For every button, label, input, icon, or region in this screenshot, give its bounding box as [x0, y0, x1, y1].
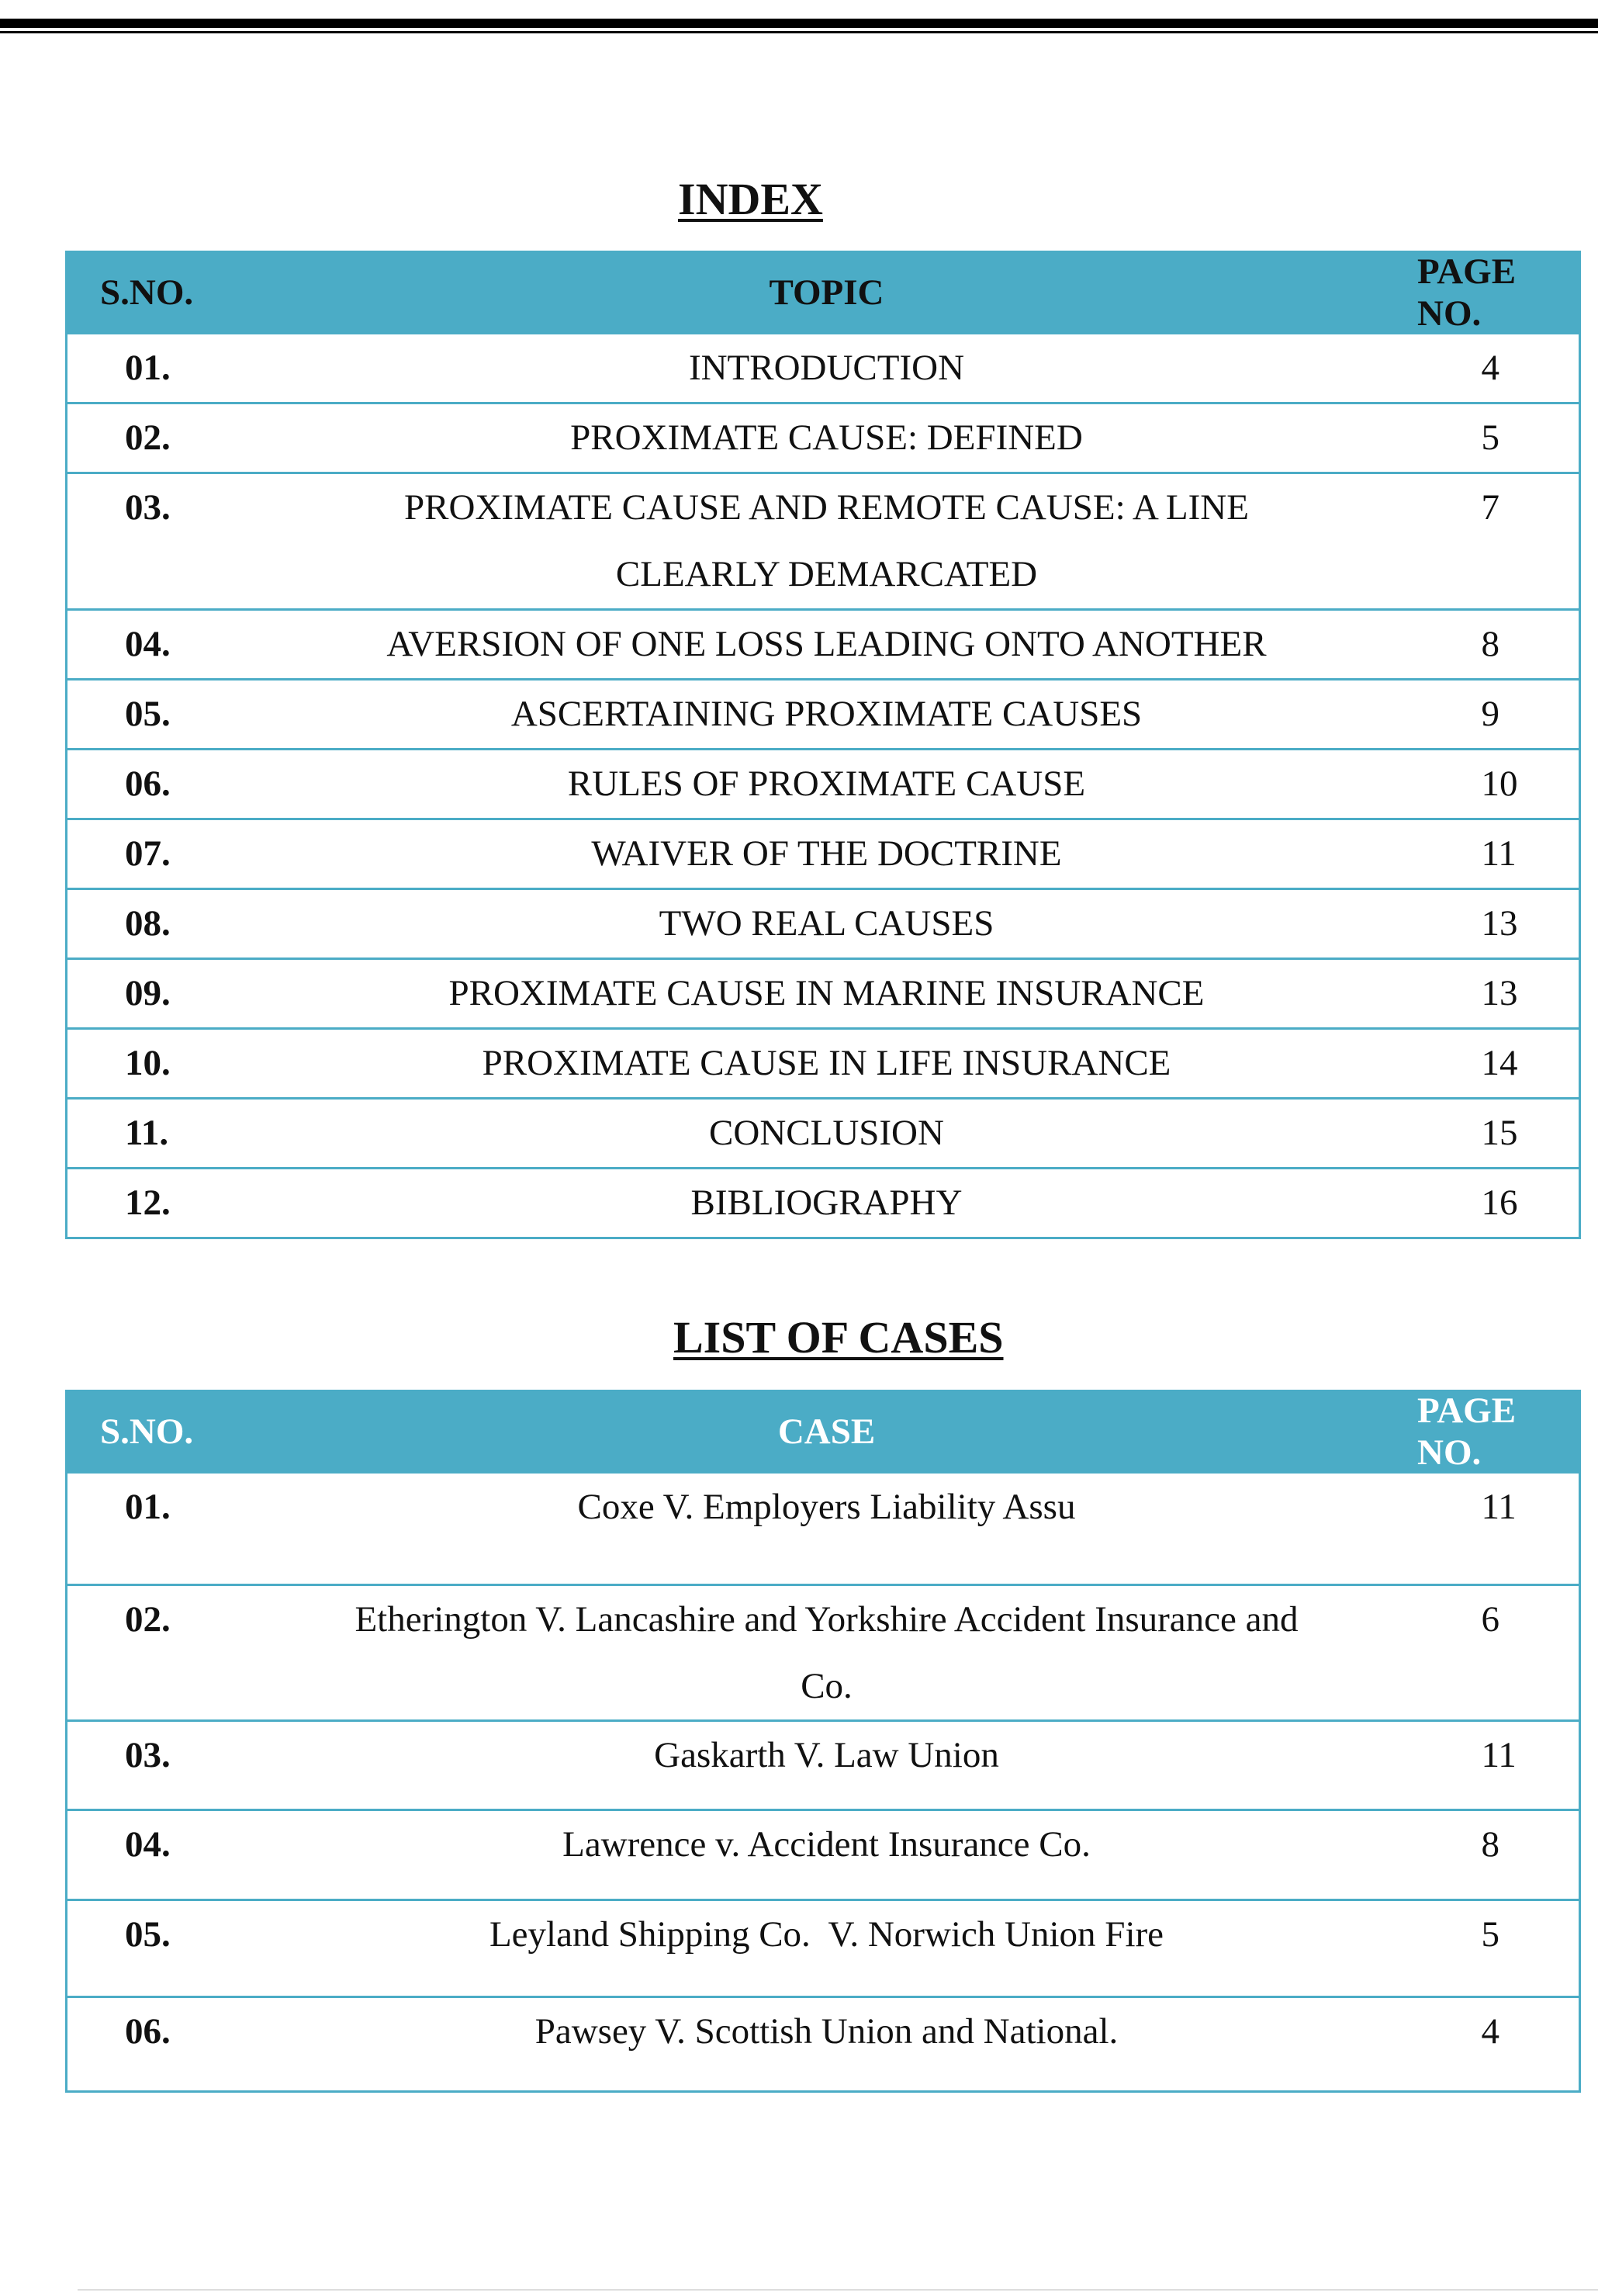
cases-heading: LIST OF CASES [673, 1312, 1004, 1363]
row-case: Pawsey V. Scottish Union and National. [237, 1997, 1416, 2092]
row-page: 13 [1416, 889, 1580, 959]
row-sno: 11. [67, 1099, 237, 1169]
table-row [67, 334, 1580, 403]
table-row [67, 959, 1580, 1029]
row-page: 16 [1416, 1169, 1580, 1238]
cases-col-sno: S.NO. [67, 1390, 237, 1474]
table-row [67, 1721, 1580, 1810]
table-row [67, 1997, 1580, 2092]
row-sno: 04. [67, 1810, 237, 1900]
row-sno: 05. [67, 680, 237, 750]
table-row [67, 889, 1580, 959]
row-page: 7 [1416, 473, 1580, 610]
row-topic: AVERSION OF ONE LOSS LEADING ONTO ANOTHER [237, 610, 1416, 680]
row-topic-line1: PROXIMATE CAUSE AND REMOTE CAUSE: A LINE [404, 487, 1249, 528]
row-sno: 07. [67, 819, 237, 889]
row-topic: INTRODUCTION [237, 334, 1416, 403]
row-sno: 01. [67, 1474, 237, 1585]
row-page: 9 [1416, 680, 1580, 750]
table-row [67, 1585, 1580, 1721]
table-row [67, 750, 1580, 819]
table-row [67, 1474, 1580, 1585]
row-topic-line2: CLEARLY DEMARCATED [615, 554, 1038, 594]
row-page: 11 [1416, 819, 1580, 889]
row-sno: 02. [67, 1585, 237, 1721]
row-sno: 04. [67, 610, 237, 680]
row-page: 4 [1416, 1997, 1580, 2092]
row-page: 11 [1416, 1474, 1580, 1585]
table-row [67, 1169, 1580, 1238]
table-row [67, 1810, 1580, 1900]
row-case: Gaskarth V. Law Union [237, 1721, 1416, 1810]
row-page: 5 [1416, 1900, 1580, 1997]
row-case: Leyland Shipping Co. V. Norwich Union Fire [237, 1900, 1416, 1997]
table-row [67, 680, 1580, 750]
index-heading: INDEX [678, 174, 823, 224]
table-row [67, 473, 1580, 610]
row-sno: 02. [67, 403, 237, 473]
row-topic: PROXIMATE CAUSE IN MARINE INSURANCE [237, 959, 1416, 1029]
row-sno: 03. [67, 473, 237, 610]
row-sno: 03. [67, 1721, 237, 1810]
table-row [67, 1099, 1580, 1169]
table-row [67, 1900, 1580, 1997]
cases-header-row [67, 1390, 1580, 1474]
row-sno: 08. [67, 889, 237, 959]
top-border-thick [0, 19, 1598, 28]
table-row [67, 403, 1580, 473]
table-row [67, 819, 1580, 889]
row-topic: BIBLIOGRAPHY [237, 1169, 1416, 1238]
row-sno: 01. [67, 334, 237, 403]
cases-col-page: PAGE NO. [1416, 1390, 1580, 1474]
index-col-topic: TOPIC [237, 251, 1416, 334]
index-col-page: PAGE NO. [1416, 251, 1580, 334]
index-col-sno: S.NO. [67, 251, 237, 334]
row-topic [237, 473, 1416, 610]
cases-table [65, 1390, 1581, 2093]
row-topic: ASCERTAINING PROXIMATE CAUSES [237, 680, 1416, 750]
row-case: Lawrence v. Accident Insurance Co. [237, 1810, 1416, 1900]
row-case-line1: Etherington V. Lancashire and Yorkshire Accident Insurance and [355, 1599, 1299, 1640]
row-sno: 05. [67, 1900, 237, 1997]
row-topic: PROXIMATE CAUSE IN LIFE INSURANCE [237, 1029, 1416, 1099]
row-case: Coxe V. Employers Liability Assu [237, 1474, 1416, 1585]
row-page: 4 [1416, 334, 1580, 403]
table-row [67, 1029, 1580, 1099]
row-topic: CONCLUSION [237, 1099, 1416, 1169]
top-border-thin [0, 31, 1598, 33]
index-header-row [67, 251, 1580, 334]
row-page: 10 [1416, 750, 1580, 819]
row-sno: 12. [67, 1169, 237, 1238]
row-topic: WAIVER OF THE DOCTRINE [237, 819, 1416, 889]
row-case [237, 1585, 1416, 1721]
row-page: 14 [1416, 1029, 1580, 1099]
index-table [65, 251, 1581, 1239]
row-page: 11 [1416, 1721, 1580, 1810]
row-page: 8 [1416, 1810, 1580, 1900]
row-topic: RULES OF PROXIMATE CAUSE [237, 750, 1416, 819]
bottom-divider [78, 2289, 1598, 2291]
row-page: 15 [1416, 1099, 1580, 1169]
row-sno: 06. [67, 750, 237, 819]
row-case-line2: Co. [801, 1666, 853, 1706]
row-page: 6 [1416, 1585, 1580, 1721]
row-sno: 10. [67, 1029, 237, 1099]
cases-col-case: CASE [237, 1390, 1416, 1474]
table-row [67, 610, 1580, 680]
row-topic: PROXIMATE CAUSE: DEFINED [237, 403, 1416, 473]
row-page: 5 [1416, 403, 1580, 473]
row-page: 13 [1416, 959, 1580, 1029]
row-page: 8 [1416, 610, 1580, 680]
row-topic: TWO REAL CAUSES [237, 889, 1416, 959]
row-sno: 09. [67, 959, 237, 1029]
row-sno: 06. [67, 1997, 237, 2092]
